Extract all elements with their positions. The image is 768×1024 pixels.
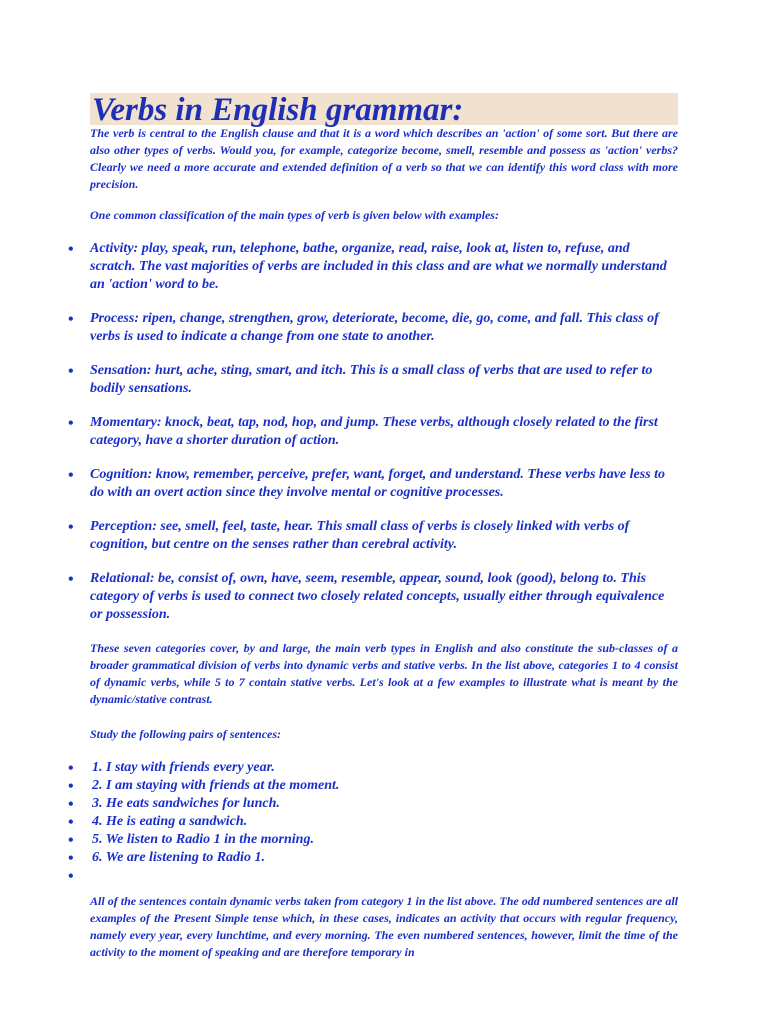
bullet-icon: • bbox=[68, 415, 74, 432]
category-text: Momentary: knock, beat, tap, nod, hop, and jump. These verbs, although closely related to the first category, have a shorter duration of action. bbox=[90, 415, 658, 448]
sentence-text: 5. We listen to Radio 1 in the morning. bbox=[92, 832, 314, 847]
list-item bbox=[68, 759, 678, 777]
bullet-icon: • bbox=[68, 760, 74, 777]
category-text: Relational: be, consist of, own, have, seem, resemble, appear, sound, look (good), belong to. This category of verbs is used to connect two closely related concepts, usually either through equivalence or possession. bbox=[90, 571, 665, 622]
bullet-icon: • bbox=[68, 778, 74, 795]
page-title: Verbs in English grammar: bbox=[90, 93, 678, 125]
category-text: Perception: see, smell, feel, taste, hear. This small class of verbs is closely linked with verbs of cognition, but centre on the senses rather than cerebral activity. bbox=[90, 519, 630, 552]
category-text: Activity: play, speak, run, telephone, bathe, organize, read, raise, look at, listen to, refuse, and scratch. The vast majorities of verbs are included in this class and are what we normally understand an 'action' word to be. bbox=[90, 241, 667, 292]
category-list bbox=[68, 240, 678, 624]
list-item bbox=[68, 813, 678, 831]
classification-intro: One common classification of the main types of verb is given below with examples: bbox=[90, 208, 499, 222]
bullet-icon: • bbox=[68, 796, 74, 813]
bullet-icon: • bbox=[68, 571, 74, 588]
sentence-text: 3. He eats sandwiches for lunch. bbox=[92, 796, 280, 811]
list-item bbox=[68, 310, 678, 346]
list-item bbox=[68, 466, 678, 502]
list-item bbox=[68, 795, 678, 813]
bullet-icon: • bbox=[68, 241, 74, 258]
category-text: Sensation: hurt, ache, sting, smart, and itch. This is a small class of verbs that are used to refer to bodily sensations. bbox=[90, 363, 653, 396]
sentence-text: 6. We are listening to Radio 1. bbox=[92, 850, 265, 865]
bullet-icon: • bbox=[68, 363, 74, 380]
category-text: Cognition: know, remember, perceive, prefer, want, forget, and understand. These verbs have less to do with an overt action since they involve mental or cognitive processes. bbox=[90, 467, 666, 500]
bullet-icon: • bbox=[68, 850, 74, 867]
bullet-icon: • bbox=[68, 832, 74, 849]
bullet-icon: • bbox=[68, 519, 74, 536]
sentence-list bbox=[68, 759, 678, 885]
bullet-icon: • bbox=[68, 311, 74, 328]
list-item bbox=[68, 849, 678, 867]
list-item bbox=[68, 777, 678, 795]
categories-summary: These seven categories cover, by and large, the main verb types in English and also constitute the sub-classes of a broader grammatical division of verbs into dynamic verbs and stative verbs. In the list above, categories 1 to 4 consist of dynamic verbs, while 5 to 7 contain stative verbs. Let's look at a few examples to illustrate what is meant by the dynamic/stative contrast. bbox=[90, 641, 678, 706]
bullet-icon: • bbox=[68, 868, 74, 885]
list-item bbox=[68, 240, 678, 294]
list-item bbox=[68, 518, 678, 554]
list-item bbox=[68, 414, 678, 450]
document-body bbox=[68, 92, 678, 961]
category-text: Process: ripen, change, strengthen, grow, deteriorate, become, die, go, come, and fall. This class of verbs is used to indicate a change from one state to another. bbox=[90, 311, 659, 344]
study-prompt: Study the following pairs of sentences: bbox=[90, 727, 282, 741]
closing-paragraph: All of the sentences contain dynamic verbs taken from category 1 in the list above. The odd numbered sentences are all examples of the Present Simple tense which, in these cases, indicates an activity that occurs with regular frequency, namely every year, every lunchtime, and every morning. The even numbered sentences, however, limit the time of the activity to the moment of speaking and are therefore temporary in bbox=[90, 894, 678, 959]
list-item bbox=[68, 831, 678, 849]
list-item bbox=[68, 362, 678, 398]
list-item bbox=[68, 570, 678, 624]
sentence-text: 2. I am staying with friends at the moment. bbox=[92, 778, 340, 793]
bullet-icon: • bbox=[68, 467, 74, 484]
sentence-text: 4. He is eating a sandwich. bbox=[92, 814, 248, 829]
bullet-icon: • bbox=[68, 814, 74, 831]
list-item bbox=[68, 867, 678, 885]
sentence-text: 1. I stay with friends every year. bbox=[92, 760, 275, 775]
intro-paragraph: The verb is central to the English clause and that it is a word which describes an 'action' of some sort. But there are also other types of verbs. Would you, for example, categorize become, smell, resemble and possess as 'action' verbs? Clearly we need a more accurate and extended definition of a verb so that we can identify this word class with more precision. bbox=[90, 126, 678, 191]
